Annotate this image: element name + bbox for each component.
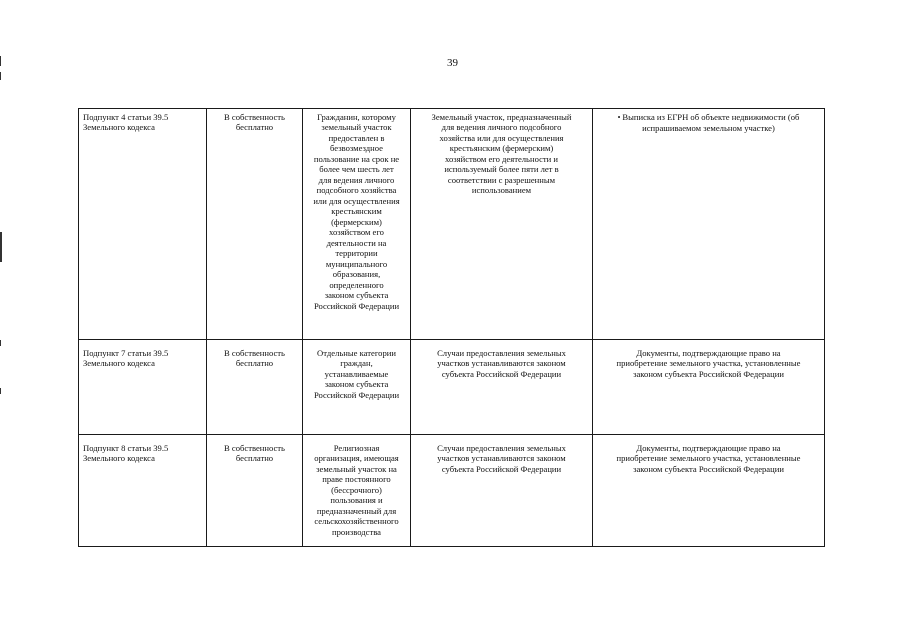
table-row [79, 109, 825, 340]
legal-basis-cell: Подпункт 4 статьи 39.5 Земельного кодекса [79, 109, 207, 340]
land-plot-cell: Случаи предоставления земельных участков устанавливаются законом субъекта Российской Федерации [411, 435, 593, 547]
land-provision-table [78, 108, 825, 547]
recipient-cell: Религиозная организация, имеющая земельный участок на праве постоянного (бессрочного) пользования и предназначенный для сельскохозяйственного производства [303, 435, 411, 547]
documents-cell: • Выписка из ЕГРН об объекте недвижимости (об испрашиваемом земельном участке) [593, 109, 825, 340]
recipient-cell: Отдельные категории граждан, устанавливаемые законом субъекта Российской Федерации [303, 340, 411, 435]
scan-margin-mark [0, 232, 2, 262]
legal-basis-cell: Подпункт 7 статьи 39.5 Земельного кодекса [79, 340, 207, 435]
scan-margin-mark [0, 388, 1, 394]
legal-basis-cell: Подпункт 8 статьи 39.5 Земельного кодекса [79, 435, 207, 547]
ownership-type-cell: В собственность бесплатно [207, 435, 303, 547]
bullet-icon: • [617, 113, 621, 122]
ownership-type-cell: В собственность бесплатно [207, 340, 303, 435]
ownership-type-cell: В собственность бесплатно [207, 109, 303, 340]
page-number: 39 [447, 57, 458, 69]
documents-cell: Документы, подтверждающие право на приобретение земельного участка, установленные законом субъекта Российской Федерации [593, 435, 825, 547]
land-plot-cell: Случаи предоставления земельных участков устанавливаются законом субъекта Российской Федерации [411, 340, 593, 435]
documents-cell: Документы, подтверждающие право на приобретение земельного участка, установленные законом субъекта Российской Федерации [593, 340, 825, 435]
scan-margin-mark [0, 340, 1, 346]
land-plot-cell: Земельный участок, предназначенный для ведения личного подсобного хозяйства или для осуществления крестьянским (фермерским) хозяйством его деятельности и используемый более пяти лет в соответствии с разрешенным использованием [411, 109, 593, 340]
recipient-cell: Гражданин, которому земельный участок предоставлен в безвозмездное пользование на срок не более чем шесть лет для ведения личного подсобного хозяйства или для осуществления крестьянским (фермерским) хозяйством его деятельности на территории муниципального образования, определенного законом субъекта Российской Федерации [303, 109, 411, 340]
table-row [79, 340, 825, 435]
table-row [79, 435, 825, 547]
scan-margin-mark [0, 72, 1, 80]
